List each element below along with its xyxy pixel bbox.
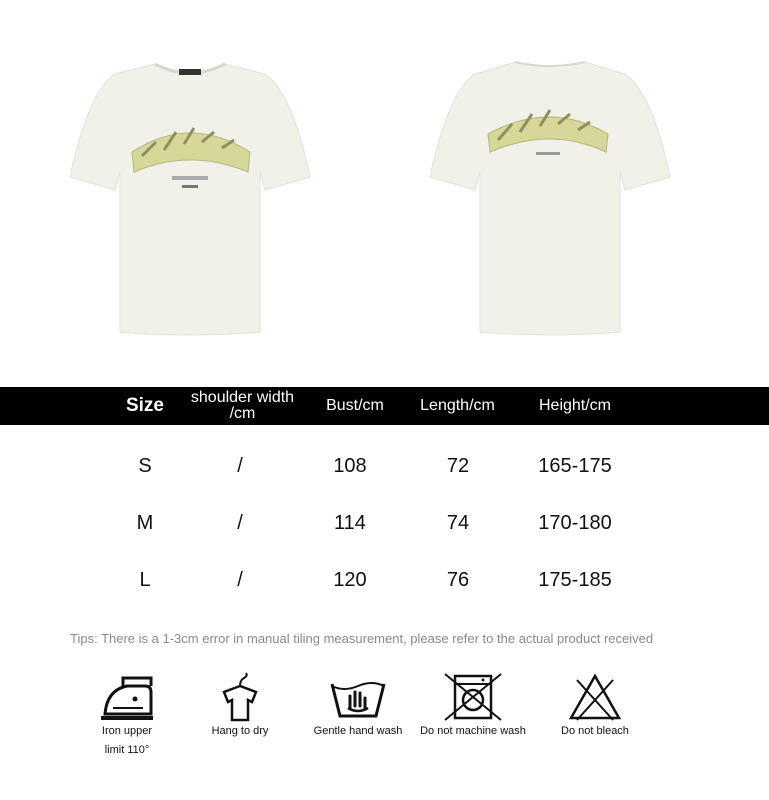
tshirt-back-image [420, 52, 680, 342]
table-row [0, 560, 769, 600]
header-length: Length/cm [420, 397, 495, 414]
care-item-no-bleach [552, 672, 638, 741]
header-shoulder-width [180, 387, 305, 425]
header-bust: Bust/cm [326, 397, 384, 414]
header-size: Size [125, 395, 165, 416]
cell-shoulder: / [237, 511, 243, 534]
header-height: Height/cm [538, 397, 612, 414]
cell-length: 72 [446, 454, 470, 477]
no-bleach-icon [552, 672, 638, 722]
care-item-hand-wash [308, 672, 408, 741]
iron-icon [88, 672, 166, 722]
cell-shoulder: / [237, 568, 243, 591]
cell-bust: 120 [333, 568, 367, 591]
care-label: Do not machine wash [420, 725, 526, 737]
cell-length: 76 [446, 568, 470, 591]
care-label: Hang to dry [211, 725, 269, 737]
size-table-header [0, 387, 769, 425]
cell-height: 165-175 [538, 454, 612, 477]
care-label: Gentle hand wash [313, 725, 403, 737]
table-row [0, 503, 769, 543]
cell-bust: 108 [333, 454, 367, 477]
table-row [0, 446, 769, 486]
hang-dry-icon [200, 672, 280, 722]
care-item-no-machine-wash [414, 672, 532, 741]
cell-length: 74 [446, 511, 470, 534]
cell-bust: 114 [334, 511, 366, 534]
cell-shoulder: / [237, 454, 243, 477]
care-label: Iron upper [101, 725, 153, 737]
cell-size: L [139, 568, 151, 591]
care-item-iron [88, 672, 166, 760]
cell-size: S [138, 454, 152, 477]
no-machine-wash-icon [414, 672, 532, 722]
cell-height: 175-185 [538, 568, 612, 591]
header-shoulder-line2: /cm [229, 405, 256, 422]
tshirt-front-image [60, 52, 320, 342]
care-label: Do not bleach [561, 725, 629, 737]
care-item-hang-dry [200, 672, 280, 741]
header-shoulder-line1: shoulder width [190, 389, 295, 406]
care-label: limit 110° [104, 744, 150, 756]
measurement-tips: Tips: There is a 1-3cm error in manual tiling measurement, please refer to the actual product received [70, 631, 654, 646]
hand-wash-icon [308, 672, 408, 722]
cell-height: 170-180 [538, 511, 612, 534]
cell-size: M [136, 511, 154, 534]
